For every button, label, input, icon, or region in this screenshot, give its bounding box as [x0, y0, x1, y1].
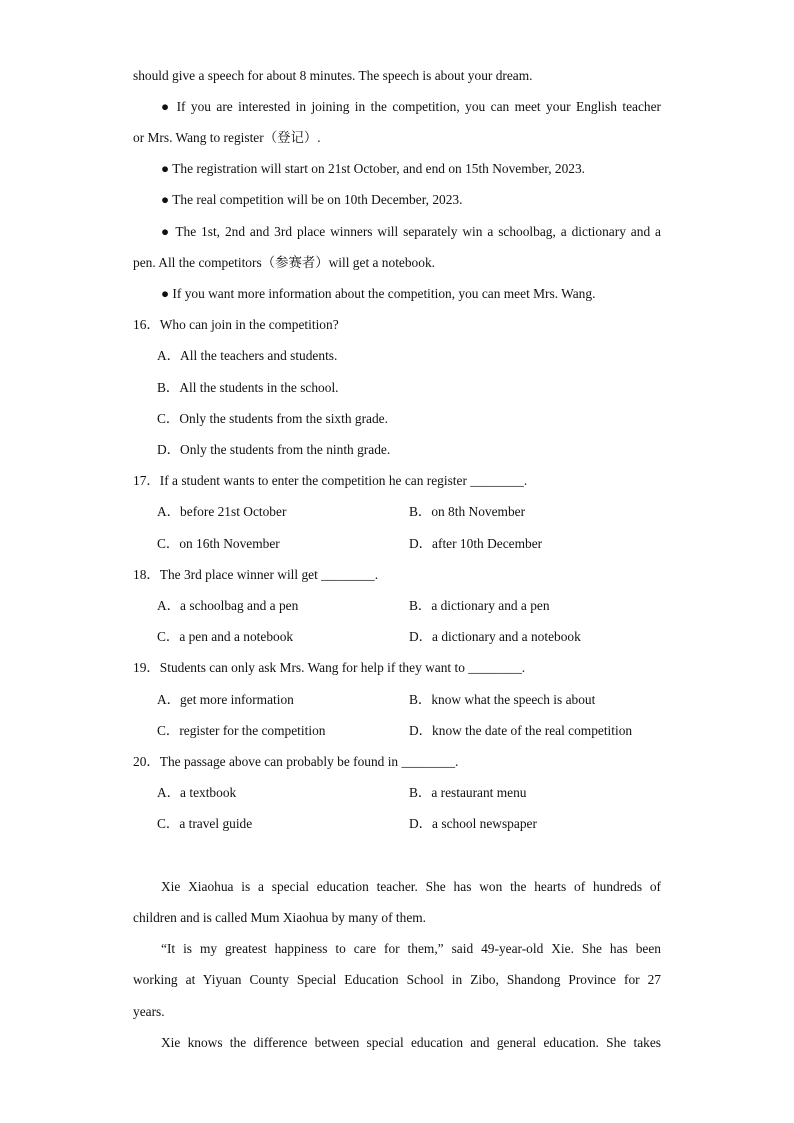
- option-a[interactable]: A．a textbook: [157, 785, 237, 800]
- option-c[interactable]: C．Only the students from the sixth grade.: [157, 411, 388, 426]
- option-b[interactable]: B．All the students in the school.: [157, 380, 339, 395]
- option-d[interactable]: D．know the date of the real competition: [409, 723, 633, 738]
- option-a[interactable]: A．a schoolbag and a pen: [157, 598, 299, 613]
- option-b[interactable]: B．on 8th November: [409, 504, 526, 519]
- passage-paragraph: Xie Xiaohua is a special education teacher. She has won the hearts of hundreds of: [161, 879, 661, 894]
- option-d[interactable]: D．a dictionary and a notebook: [409, 629, 581, 644]
- option-b[interactable]: B．know what the speech is about: [409, 692, 596, 707]
- option-d[interactable]: D．after 10th December: [409, 536, 543, 551]
- question-stem: 19．Students can only ask Mrs. Wang for help if they want to ________.: [133, 660, 526, 675]
- notice-bullet-cont: pen. All the competitors（参赛者）will get a notebook.: [133, 255, 435, 270]
- option-b[interactable]: B．a restaurant menu: [409, 785, 527, 800]
- option-d[interactable]: D．Only the students from the ninth grade.: [157, 442, 391, 457]
- passage-paragraph: “It is my greatest happiness to care for them,” said 49-year-old Xie. She has been: [161, 941, 661, 956]
- notice-bullet: ● The 1st, 2nd and 3rd place winners will separately win a schoolbag, a dictionary and a: [161, 224, 661, 239]
- option-d[interactable]: D．a school newspaper: [409, 816, 537, 831]
- question-stem: 20．The passage above can probably be found in ________.: [133, 754, 459, 769]
- question-stem: 17．If a student wants to enter the competition he can register ________.: [133, 473, 528, 488]
- option-a[interactable]: A．All the teachers and students.: [157, 348, 338, 363]
- notice-line: should give a speech for about 8 minutes. The speech is about your dream.: [133, 68, 533, 83]
- passage-paragraph-cont: working at Yiyuan County Special Education School in Zibo, Shandong Province for 27: [133, 972, 661, 987]
- notice-bullet: ● If you want more information about the competition, you can meet Mrs. Wang.: [161, 286, 596, 301]
- notice-bullet-cont: or Mrs. Wang to register（登记）.: [133, 130, 321, 145]
- question-stem: 18．The 3rd place winner will get ________.: [133, 567, 379, 582]
- option-c[interactable]: C．a pen and a notebook: [157, 629, 294, 644]
- passage-paragraph: Xie knows the difference between special education and general education. She takes: [161, 1035, 661, 1050]
- notice-bullet: ● The real competition will be on 10th December, 2023.: [161, 192, 463, 207]
- notice-bullet: ● If you are interested in joining in the competition, you can meet your English teacher: [161, 99, 661, 114]
- option-c[interactable]: C．a travel guide: [157, 816, 253, 831]
- option-a[interactable]: A．get more information: [157, 692, 294, 707]
- option-c[interactable]: C．on 16th November: [157, 536, 280, 551]
- option-b[interactable]: B．a dictionary and a pen: [409, 598, 550, 613]
- passage-paragraph-cont: children and is called Mum Xiaohua by many of them.: [133, 910, 427, 925]
- option-a[interactable]: A．before 21st October: [157, 504, 287, 519]
- notice-bullet: ● The registration will start on 21st October, and end on 15th November, 2023.: [161, 161, 586, 176]
- passage-paragraph-cont: years.: [133, 1004, 165, 1019]
- option-c[interactable]: C．register for the competition: [157, 723, 326, 738]
- question-stem: 16．Who can join in the competition?: [133, 317, 339, 332]
